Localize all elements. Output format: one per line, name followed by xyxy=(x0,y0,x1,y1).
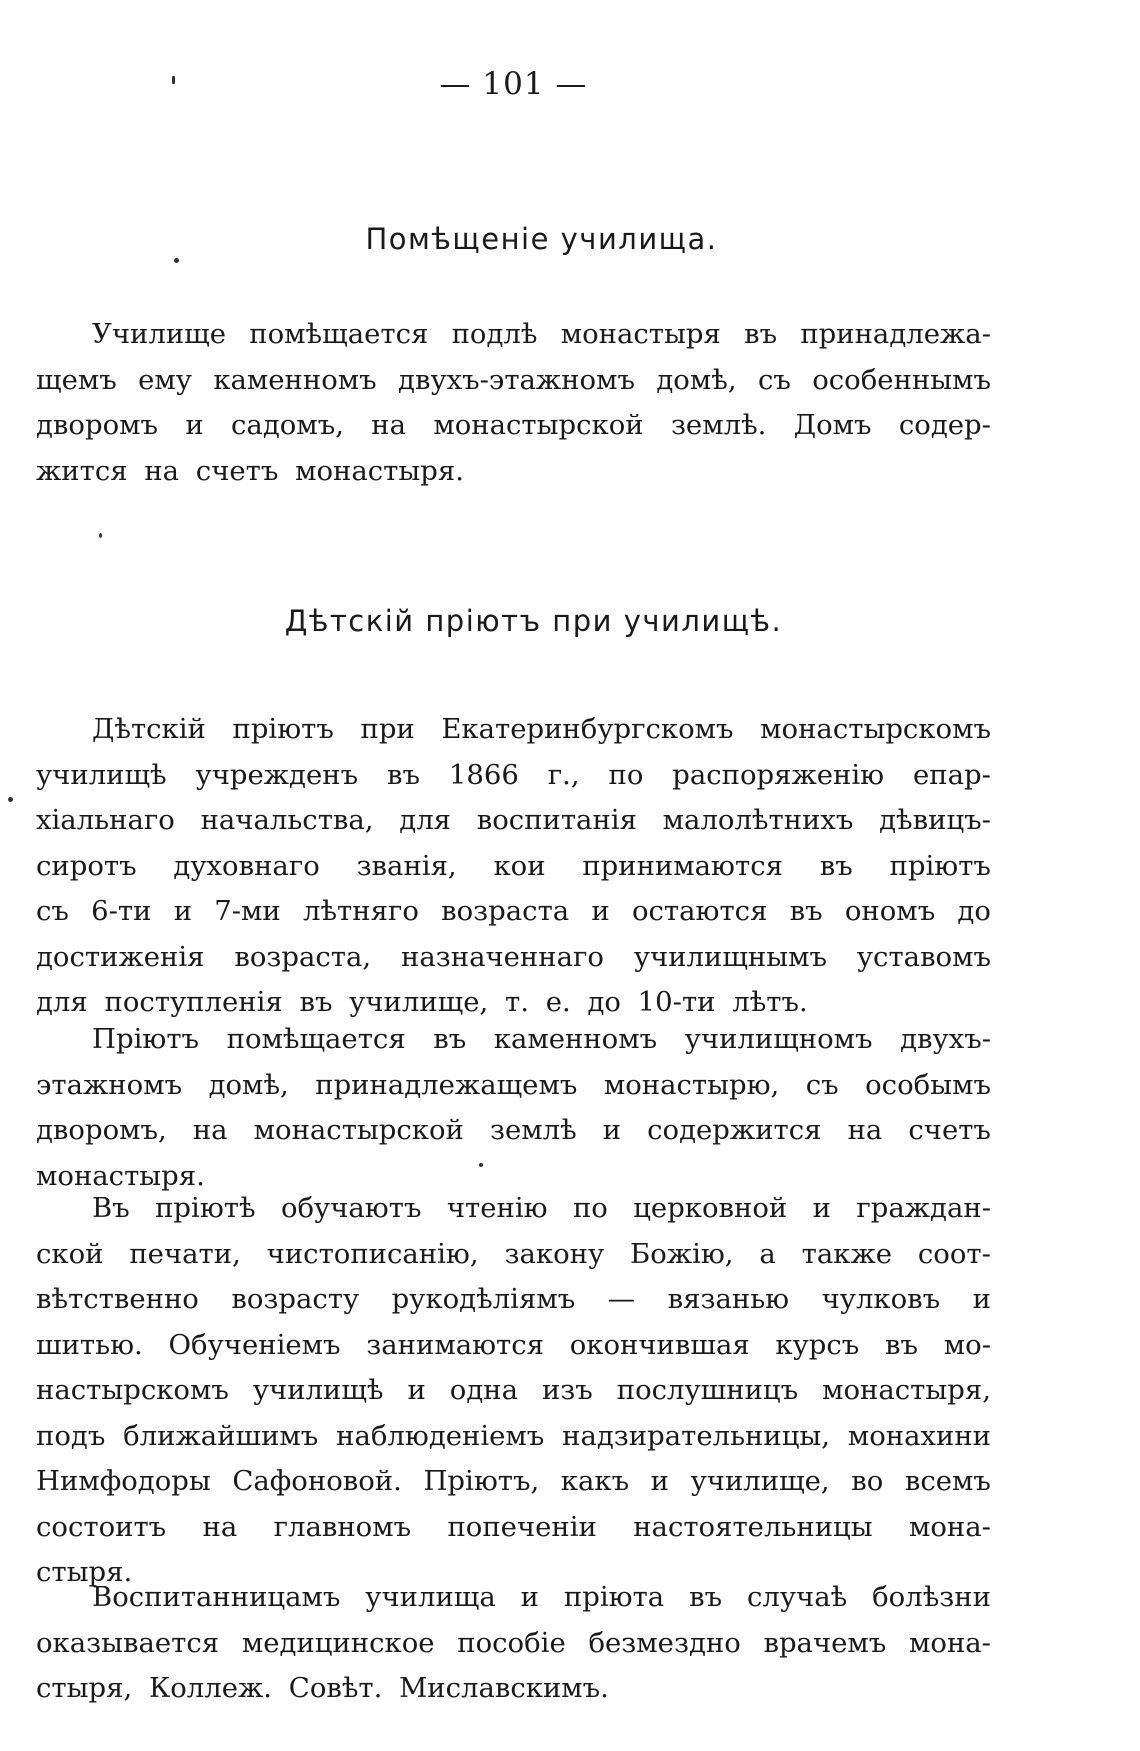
word: монастыря, xyxy=(822,1374,991,1406)
paragraph-orphanage-education xyxy=(36,1192,991,1602)
word: также xyxy=(801,1237,893,1270)
word: церковной xyxy=(633,1192,788,1224)
word: Дѣтскій xyxy=(92,713,206,745)
word: надзирательницы, xyxy=(562,1419,831,1452)
word: на xyxy=(847,1114,883,1146)
text-line xyxy=(36,1627,991,1673)
word: Божію, xyxy=(630,1237,734,1270)
word: монастыря. xyxy=(36,1159,205,1192)
word: стыря. xyxy=(36,1556,133,1588)
text-line xyxy=(36,759,991,805)
word: на xyxy=(202,1510,238,1543)
word: учрежденъ xyxy=(195,758,359,791)
word: монастырской xyxy=(433,409,644,441)
word: возрасту xyxy=(231,1283,360,1315)
word: мона- xyxy=(908,1510,991,1543)
word: двухъ- xyxy=(900,1023,991,1055)
word: монастырскомъ xyxy=(760,713,991,745)
word: Сафоновой. xyxy=(232,1465,402,1497)
word: до xyxy=(957,895,991,927)
word: врачемъ xyxy=(763,1626,887,1659)
word: изъ xyxy=(541,1374,593,1406)
word: Воспитанницамъ xyxy=(92,1581,341,1613)
word: а xyxy=(759,1237,776,1270)
section-heading-orphanage: Дѣтскій пріютъ при училищѣ. xyxy=(284,604,783,638)
word: по xyxy=(608,758,644,791)
print-speck xyxy=(172,76,175,84)
word: пріютъ xyxy=(889,849,991,882)
word: закону xyxy=(504,1237,605,1270)
word: ской xyxy=(36,1237,104,1270)
word: занимаются xyxy=(366,1328,545,1361)
word: землѣ. xyxy=(670,409,767,441)
word: съ xyxy=(805,1068,839,1101)
word: этажномъ xyxy=(36,1068,183,1101)
text-line xyxy=(36,1329,991,1375)
word: г., xyxy=(547,758,580,791)
text-line xyxy=(36,1581,991,1627)
word: Въ xyxy=(92,1192,130,1224)
word: для xyxy=(399,804,452,836)
word: шитью. xyxy=(36,1328,143,1361)
word: и xyxy=(812,1192,831,1224)
text-line xyxy=(36,1511,991,1557)
word: курсъ xyxy=(775,1328,860,1361)
word: Пріютъ xyxy=(92,1023,200,1055)
word: Екатеринбургскомъ xyxy=(441,713,734,745)
word: двухъ-этажномъ xyxy=(398,363,636,396)
word: каменномъ xyxy=(213,363,377,396)
word: по xyxy=(572,1192,608,1224)
word: болѣзни xyxy=(872,1581,991,1613)
text-line xyxy=(36,409,991,455)
text-line xyxy=(36,1069,991,1115)
word: для поступленія въ училище, т. е. до 10-ти лѣтъ. xyxy=(36,986,808,1018)
word: и xyxy=(591,895,610,927)
word: содержится xyxy=(647,1114,822,1146)
word: пріютѣ xyxy=(155,1192,256,1224)
word: возраста xyxy=(441,895,570,927)
word: въ xyxy=(689,1581,723,1613)
text-line xyxy=(36,1283,991,1329)
word: кои xyxy=(493,849,546,882)
word: училищнымъ xyxy=(633,940,827,973)
word: во xyxy=(851,1465,884,1497)
word: чистописанію, xyxy=(266,1237,479,1270)
word: стыря, Коллеж. Совѣт. Миславскимъ. xyxy=(36,1672,609,1704)
word: съ xyxy=(757,363,791,396)
word: оказывается xyxy=(36,1626,220,1659)
word: дѣвицъ- xyxy=(879,804,991,836)
word: дворомъ xyxy=(36,409,159,441)
word: и xyxy=(650,1465,669,1497)
word: Обученіемъ xyxy=(168,1328,341,1361)
word: и xyxy=(972,1283,991,1315)
text-line xyxy=(36,364,991,410)
word: пріюта xyxy=(563,1581,665,1613)
word: щемъ xyxy=(36,363,117,396)
word: 7-ми xyxy=(214,895,281,927)
word: монастырю, xyxy=(603,1068,780,1101)
word: подъ xyxy=(36,1419,106,1452)
word: случаѣ xyxy=(746,1581,848,1613)
word: 1866 xyxy=(448,758,519,791)
text-line xyxy=(36,895,991,941)
word: вязанью xyxy=(667,1283,790,1315)
word: какъ xyxy=(560,1465,630,1497)
text-line xyxy=(36,1672,991,1718)
word: пособіе xyxy=(457,1626,566,1659)
word: дворомъ, xyxy=(36,1114,167,1146)
word: домѣ, xyxy=(656,363,737,396)
text-line xyxy=(36,804,991,850)
word: счетъ xyxy=(908,1114,991,1146)
page-number: — 101 — xyxy=(439,66,588,102)
word: всемъ xyxy=(904,1465,991,1497)
word: вѣтственно xyxy=(36,1283,199,1315)
word: жится на счетъ монастыря. xyxy=(36,454,464,487)
text-line xyxy=(36,1465,991,1511)
paragraph-premises xyxy=(36,318,991,500)
word: Училище xyxy=(92,318,227,350)
text-line xyxy=(36,455,991,501)
word: мо- xyxy=(943,1328,991,1361)
print-speck xyxy=(8,797,13,802)
word: Домъ xyxy=(793,409,872,441)
word: училищѣ xyxy=(252,1374,384,1406)
word: послушницъ xyxy=(616,1374,799,1406)
word: настоятельницы xyxy=(633,1510,873,1543)
word: епар- xyxy=(913,758,991,791)
text-line xyxy=(36,1374,991,1420)
word: мона- xyxy=(909,1626,991,1659)
word: училища xyxy=(365,1581,496,1613)
word: и xyxy=(185,409,204,441)
word: училищномъ xyxy=(684,1023,873,1055)
print-speck xyxy=(479,1163,483,1167)
word: одна xyxy=(449,1374,518,1406)
word: чтенію xyxy=(446,1192,548,1224)
word: состоитъ xyxy=(36,1510,167,1543)
text-line xyxy=(36,713,991,759)
word: назначеннаго xyxy=(401,940,604,973)
word: ему xyxy=(138,363,192,396)
word: въ xyxy=(433,1023,467,1055)
text-line xyxy=(36,1114,991,1160)
word: монастыря xyxy=(560,318,721,350)
word: содер- xyxy=(898,409,991,441)
word: Нимфодоры xyxy=(36,1465,211,1497)
book-page xyxy=(36,0,991,1751)
word: уставомъ xyxy=(856,940,991,973)
word: Пріютъ, xyxy=(423,1465,540,1497)
word: возраста, xyxy=(234,940,372,973)
word: съ xyxy=(36,895,69,927)
word: въ xyxy=(819,849,853,882)
word: и xyxy=(602,1114,622,1146)
text-line xyxy=(36,1420,991,1466)
word: принадлежа- xyxy=(800,318,991,350)
word: монастырской xyxy=(253,1114,464,1146)
word: воспитанія xyxy=(476,804,637,836)
text-line xyxy=(36,941,991,987)
word: принадлежащемъ xyxy=(315,1068,578,1101)
word: остаются xyxy=(631,895,768,927)
word: домѣ, xyxy=(208,1068,289,1101)
word: и xyxy=(407,1374,426,1406)
word: главномъ xyxy=(273,1510,412,1543)
word: граждан- xyxy=(856,1192,991,1224)
word: ближайшимъ xyxy=(123,1419,319,1452)
word: принимаются xyxy=(582,849,783,882)
print-speck xyxy=(174,258,179,263)
word: училище, xyxy=(690,1465,830,1497)
text-line xyxy=(36,1192,991,1238)
word: каменномъ xyxy=(493,1023,658,1055)
word: рукодѣліямъ xyxy=(391,1283,576,1315)
word: землѣ xyxy=(489,1114,577,1146)
word: ономъ xyxy=(844,895,936,927)
word: печати, xyxy=(129,1237,241,1270)
word: начальства, xyxy=(200,804,374,836)
word: особымъ xyxy=(865,1068,991,1101)
word: на xyxy=(192,1114,228,1146)
word: въ xyxy=(885,1328,919,1361)
word: и xyxy=(520,1581,539,1613)
word: особеннымъ xyxy=(812,363,991,396)
word: безмездно xyxy=(588,1626,741,1659)
word: монахини xyxy=(847,1419,991,1452)
word: достиженія xyxy=(36,940,205,973)
word: медицинское xyxy=(241,1626,435,1659)
word: въ xyxy=(744,318,778,350)
paragraph-orphanage-building xyxy=(36,1023,991,1205)
word: садомъ, xyxy=(231,409,344,441)
word: обучаютъ xyxy=(280,1192,422,1224)
word: помѣщается xyxy=(249,318,429,350)
word: въ xyxy=(386,758,420,791)
word: настырскомъ xyxy=(36,1374,229,1406)
paragraph-medical-care xyxy=(36,1581,991,1718)
text-line xyxy=(36,1238,991,1284)
word: помѣщается xyxy=(226,1023,406,1055)
word: окончившая xyxy=(569,1328,750,1361)
paragraph-orphanage-founding xyxy=(36,713,991,1032)
section-heading-premises: Помѣщеніе училища. xyxy=(365,222,718,256)
word: соот- xyxy=(917,1237,991,1270)
word: — xyxy=(607,1283,636,1315)
word: и xyxy=(173,895,193,927)
word: чулковъ xyxy=(821,1283,941,1315)
word: сиротъ xyxy=(36,849,137,882)
word: попеченіи xyxy=(447,1510,597,1543)
word: въ xyxy=(789,895,823,927)
text-line xyxy=(36,318,991,364)
word: подлѣ xyxy=(451,318,538,350)
word: на xyxy=(371,409,407,441)
word: наблюденіемъ xyxy=(336,1419,545,1452)
text-line xyxy=(36,850,991,896)
word: училищѣ xyxy=(36,758,167,791)
word: при xyxy=(360,713,415,745)
word: званія, xyxy=(356,849,457,882)
word: хіальнаго xyxy=(36,804,175,836)
word: лѣтняго xyxy=(302,895,419,927)
print-speck xyxy=(99,533,102,538)
word: малолѣтнихъ xyxy=(662,804,854,836)
word: распоряженію xyxy=(672,758,885,791)
word: духовнаго xyxy=(173,849,320,882)
text-line xyxy=(36,1023,991,1069)
word: пріютъ xyxy=(232,713,334,745)
word: 6-ти xyxy=(91,895,152,927)
